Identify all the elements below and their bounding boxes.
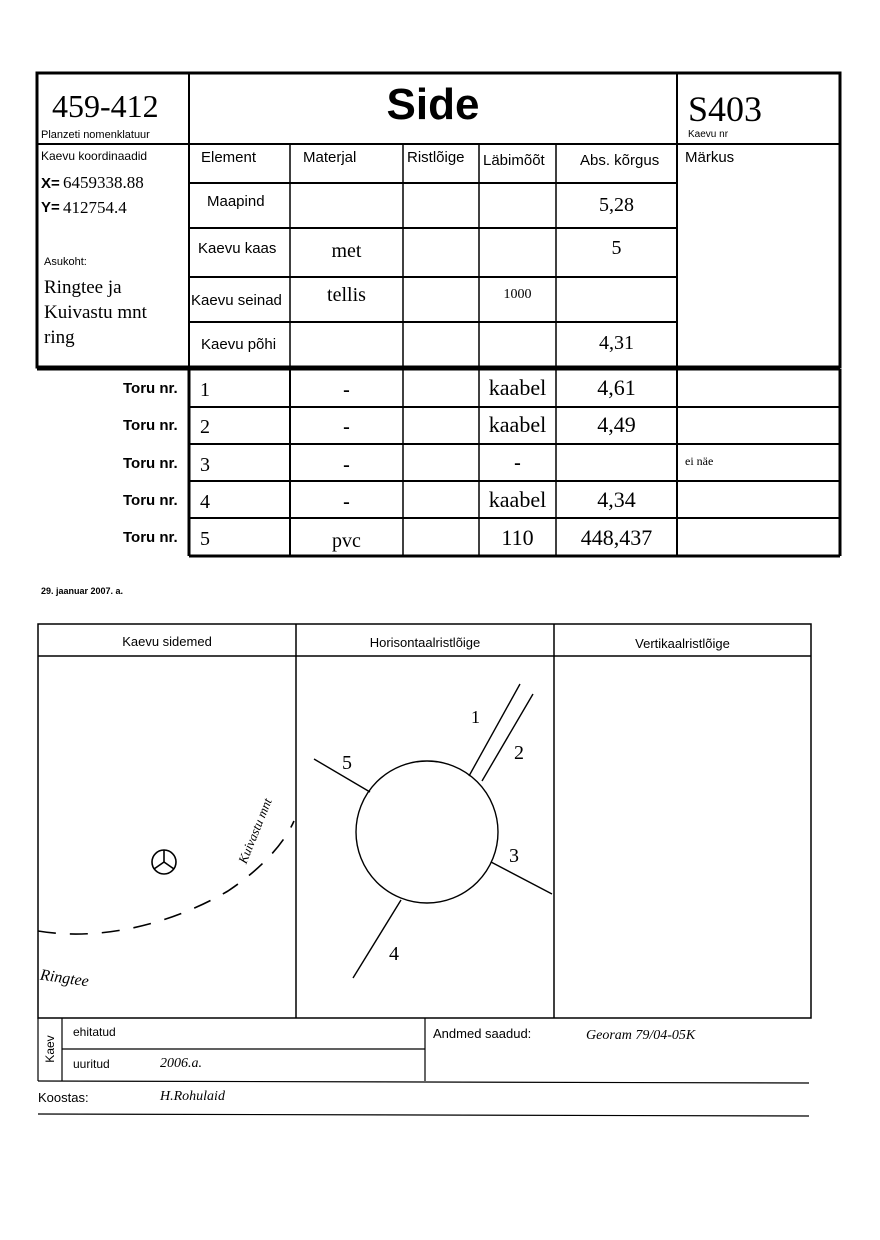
pipe-diameter: 110 bbox=[501, 525, 534, 550]
pipe-nr: 4 bbox=[200, 491, 210, 513]
well-label: Kaevu nr bbox=[688, 129, 729, 140]
element-diameter: 1000 bbox=[503, 287, 532, 302]
pipe-nr: 5 bbox=[200, 528, 210, 550]
place-line-2: Kuivastu mnt bbox=[44, 302, 147, 323]
col-header-element: Element bbox=[201, 149, 257, 166]
pipe-material: pvc bbox=[332, 530, 361, 552]
element-height: 5 bbox=[611, 237, 622, 259]
road-label-ringtee: Ringtee bbox=[39, 966, 90, 991]
pipe-diameter: kaabel bbox=[488, 412, 547, 437]
pipe-height: 4,34 bbox=[597, 487, 636, 512]
pipe-nr: 3 bbox=[200, 454, 210, 476]
y-label: Y= bbox=[41, 199, 60, 216]
footer-vertical-label: Kaev bbox=[43, 1035, 57, 1063]
well-circle bbox=[356, 761, 498, 903]
pipe-note: ei näe bbox=[685, 454, 714, 468]
pipe-label-1: 1 bbox=[471, 707, 480, 727]
panel-title-connections: Kaevu sidemed bbox=[122, 634, 212, 649]
pipe-label-4: 4 bbox=[389, 943, 399, 965]
pipe-row-label: Toru nr. bbox=[123, 417, 178, 434]
built-label: ehitatud bbox=[73, 1025, 116, 1039]
panel-title-horizontal: Horisontaalristlõige bbox=[369, 635, 481, 650]
pipe-row-label: Toru nr. bbox=[123, 492, 178, 509]
pipe-material: - bbox=[343, 454, 350, 476]
pipe-diameter: kaabel bbox=[488, 487, 547, 512]
place-line-3: ring bbox=[44, 327, 75, 348]
element-height: 5,28 bbox=[599, 194, 634, 216]
pipe-row-label: Toru nr. bbox=[123, 529, 178, 546]
page-title: Side bbox=[386, 80, 480, 129]
element-name: Kaevu seinad bbox=[191, 292, 282, 309]
road-label-kuivastu: Kuivastu mnt bbox=[235, 796, 275, 866]
pipe-nr: 2 bbox=[200, 416, 210, 438]
nomenclature-value: 459-412 bbox=[52, 88, 159, 124]
coords-label: Kaevu koordinaadid bbox=[41, 149, 148, 163]
well-number: S403 bbox=[688, 89, 763, 129]
col-header-diameter: Läbimõõt bbox=[483, 152, 545, 169]
pipe-height: 4,49 bbox=[597, 412, 636, 437]
well-marker-icon bbox=[152, 850, 176, 874]
pipe-label-2: 2 bbox=[514, 742, 524, 764]
element-name: Kaevu põhi bbox=[201, 336, 277, 353]
source-value: Georam 79/04-05K bbox=[586, 1028, 696, 1043]
element-material: tellis bbox=[327, 284, 366, 306]
element-height: 4,31 bbox=[599, 332, 634, 354]
place-label: Asukoht: bbox=[44, 256, 87, 268]
col-header-material: Materjal bbox=[303, 149, 357, 166]
x-label: X= bbox=[41, 175, 60, 192]
pipe-line-4 bbox=[353, 900, 401, 978]
surveyed-label: uuritud bbox=[73, 1057, 110, 1071]
col-header-cross: Ristlõige bbox=[407, 149, 465, 166]
element-name: Maapind bbox=[207, 193, 265, 210]
y-value: 412754.4 bbox=[63, 198, 127, 217]
x-value: 6459338.88 bbox=[63, 173, 144, 192]
col-header-note: Märkus bbox=[685, 149, 735, 166]
pipe-line-3 bbox=[491, 862, 552, 894]
author-value: H.Rohulaid bbox=[160, 1089, 225, 1104]
element-name: Kaevu kaas bbox=[198, 240, 277, 257]
element-material: met bbox=[331, 240, 362, 262]
pipe-label-3: 3 bbox=[509, 845, 519, 867]
pipe-diameter: - bbox=[514, 452, 521, 474]
pipe-material: - bbox=[343, 379, 350, 401]
horizontal-section-sketch bbox=[296, 656, 554, 1018]
pipe-nr: 1 bbox=[200, 379, 210, 401]
pipe-height: 448,437 bbox=[580, 525, 653, 550]
surveyed-value: 2006.a. bbox=[160, 1056, 202, 1071]
pipe-material: - bbox=[343, 416, 350, 438]
source-label: Andmed saadud: bbox=[433, 1026, 532, 1041]
pipe-row-label: Toru nr. bbox=[123, 380, 178, 397]
col-header-height: Abs. kõrgus bbox=[580, 152, 660, 169]
date-text: 29. jaanuar 2007. a. bbox=[41, 586, 124, 596]
author-label: Koostas: bbox=[38, 1090, 89, 1105]
pipe-height: 4,61 bbox=[597, 375, 636, 400]
pipe-row-label: Toru nr. bbox=[123, 455, 178, 472]
nomenclature-label: Planzeti nomenklatuur bbox=[41, 129, 150, 141]
pipe-diameter: kaabel bbox=[488, 375, 547, 400]
pipe-label-5: 5 bbox=[342, 752, 352, 774]
place-line-1: Ringtee ja bbox=[44, 277, 122, 298]
panel-title-vertical: Vertikaalristlõige bbox=[635, 636, 730, 651]
pipe-material: - bbox=[343, 491, 350, 513]
